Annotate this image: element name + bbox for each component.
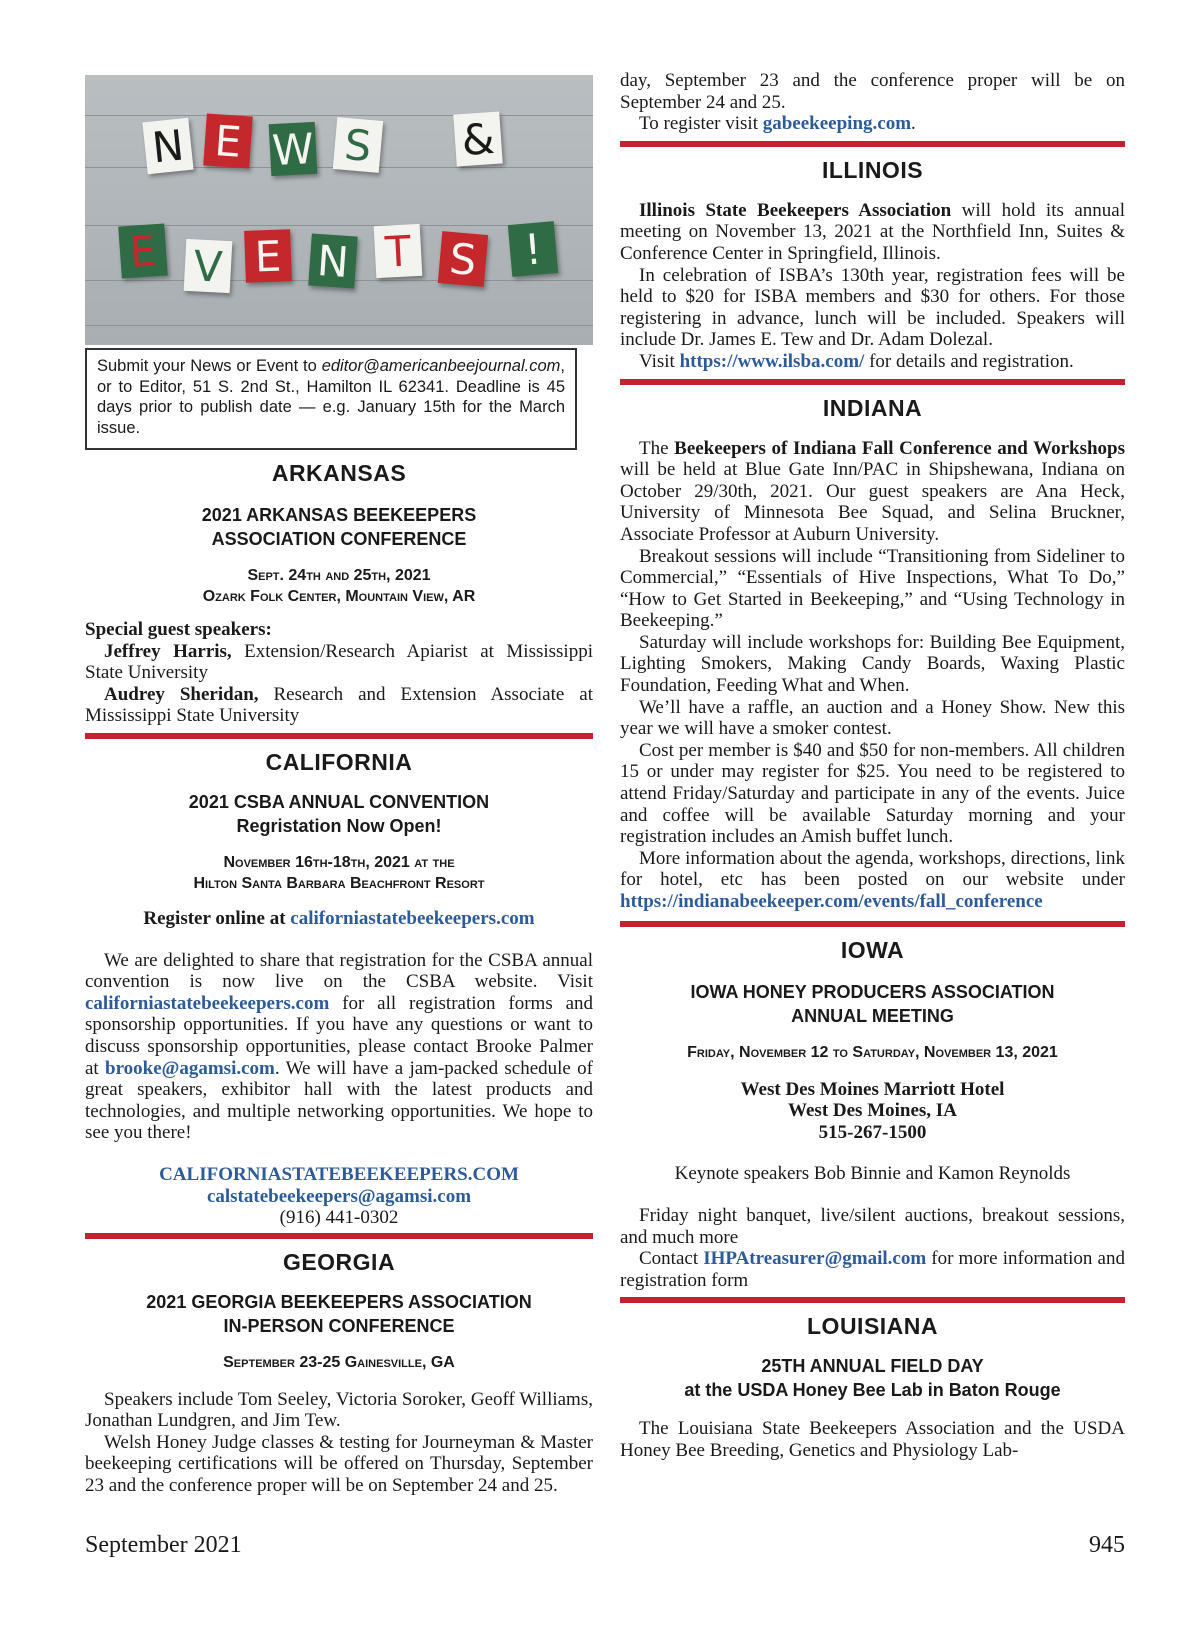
iowa-keynote: Keynote speakers Bob Binnie and Kamon Reynolds [674, 1163, 1071, 1185]
org-name: Illinois State Beekeepers Association [639, 199, 952, 221]
speaker-name: Jeffrey Harris, [104, 640, 232, 662]
event-title: IOWA HONEY PRODUCERS ASSOCIATION [690, 981, 1055, 1002]
event-location: Ozark Folk Center, Mountain View, AR [202, 588, 476, 605]
iowa-events: Friday night banquet, live/silent auctions, breakout sessions, and much more [620, 1204, 1125, 1248]
indiana-breakouts: Breakout sessions will include “Transitioning from Sideliner to Commercial,” “Essentials of Hive Inspections, What To Do,” “How to Get Started in Beekeeping,” and “Using Technology in Beekeeping.” [620, 545, 1125, 632]
page-number: 945 [1089, 1532, 1125, 1558]
banner-tile: N [142, 118, 193, 175]
notice-email: editor@americanbeejournal.com [321, 357, 561, 375]
event-title: IN-PERSON CONFERENCE [223, 1315, 455, 1336]
speakers-heading: Special guest speakers: [85, 619, 272, 640]
banner-tile: E [203, 113, 253, 168]
banner-tile: E [244, 229, 292, 283]
left-column [85, 460, 593, 1497]
footer-date: September 2021 [85, 1532, 242, 1558]
event-title: 2021 CSBA ANNUAL CONVENTION [188, 791, 490, 812]
phone-number: (916) 441-0302 [279, 1207, 399, 1229]
louisiana-body: The Louisiana State Beekeepers Association and the USDA Honey Bee Breeding, Genetics and Physiology Lab- [620, 1418, 1125, 1461]
speaker-desc: Extension/Research Apiarist at Mississippi State University [85, 640, 593, 684]
event-date: September 23-25 Gainesville, GA [223, 1353, 455, 1371]
ilsba-link[interactable]: https://www.ilsba.com/ [679, 350, 865, 372]
banner-tile: V [184, 239, 233, 293]
banner-tile: E [118, 223, 168, 278]
state-heading-illinois: ILLINOIS [821, 156, 924, 183]
venue-city: West Des Moines, IA [788, 1100, 957, 1122]
event-title: ASSOCIATION CONFERENCE [211, 529, 467, 549]
state-heading-california: CALIFORNIA [265, 748, 413, 775]
right-column: day, September 23 and the conference proper will be on September 24 and 25. To register visit gabeekeeping.com. ILLINOIS Illinois State Beekeepers Association will hold its annual meeting on November 13, 2021 at the Northfield Inn, Suites & Conference Center in Springfield, Illinois. In celebration of ISBA’s 130th year, registration fees will be held to $20 for ISBA members and $30 for others. For those registering in advance, lunch will be included. Speakers will include Dr. James E. Tew and Dr. Adam Dolezal. Visit https://www.ilsba.com/ for details and registration. INDIANA The Beekeepers of Indiana Fall Conference and Workshops will be held at Blue Gate Inn/PAC in Shipshewana, Indiana on October 29/30th, 2021. Our guest speakers are Ana Heck, University of Minnesota Bee Squad, and Selina Bruckner, Associate Professor at Auburn University. Breakout sessions will include “Transitioning from Sideliner to Commercial,” “Essentials of Hive Inspections, What To Do,” “How to Get Started in Beekeeping,” and “Using Technology in Beekeeping.” Saturday will include workshops for: Building Bee Equipment, Lighting Smokers, Making Candy Boards, Waxing Plastic Foundation, Feeding What and When. We’ll have a raffle, an auction and a Honey Show. New this year we will have a smoker contest. Cost per member is $40 and $50 for non-members. All children 15 or under may register for $25. You need to be registered to attend Friday/Saturday and participate in any of the events. Juice and coffee will be available Saturday morning and your registration includes an Amish buffet lunch. More information about the agenda, workshops, directions, link for hotel, etc has been posted on our website under https://indianabeekeeper.com/events/fall_conference IOWA IOWA HONEY PRODUCERS ASSOCIATION ANNUAL MEETING Friday, November 12 to Saturday, November 13, 2021 West Des Moines Marriott Hotel West Des Moines, IA 515-267-1500 Keynote speakers Bob Binnie and Kamon Reynolds Friday night banquet, live/silent auctions, breakout sessions, and much more Contact IHPAtreasurer@gmail.com for more information and registration form LOUISIANA 25TH ANNUAL FIELD DAY at the USDA Honey Bee Lab in Baton Rouge The Louisiana State Beekeepers Association and the USDA Honey Bee Breeding, Genetics and Physiology Lab- [620, 70, 1125, 1461]
email-link[interactable]: brooke@agamsi.com [105, 1057, 275, 1079]
georgia-continued: day, September 23 and the conference proper will be on September 24 and 25. [620, 70, 1125, 113]
event-date: November 16th-18th, 2021 at the [223, 853, 455, 871]
banner-tile: N [308, 233, 358, 288]
iowa-email-link[interactable]: IHPAtreasurer@gmail.com [703, 1248, 927, 1270]
state-heading-indiana: INDIANA [822, 394, 923, 421]
speaker-name: Audrey Sheridan, [104, 683, 259, 705]
event-location: Hilton Santa Barbara Beachfront Resort [193, 874, 485, 892]
indiana-cost: Cost per member is $40 and $50 for non-members. All children 15 or under may register for $25. You need to be registered to attend Friday/Saturday and participate in any of the events. Juice and coffee will be available Saturday morning and your registration includes an Amish buffet lunch. [620, 739, 1125, 848]
indiana-link[interactable]: https://indianabeekeeper.com/events/fall_conference [620, 891, 1043, 912]
georgia-classes: Welsh Honey Judge classes & testing for Journeyman & Master beekeeping certifications will be offered on Thursday, September 23 and the conference proper will be on September 24 and 25. [85, 1431, 593, 1497]
event-title: ANNUAL MEETING [791, 1005, 954, 1026]
register-label: To register visit [639, 113, 763, 135]
register-link[interactable]: californiastatebeekeepers.com [290, 907, 535, 929]
state-heading-georgia: GEORGIA [282, 1248, 396, 1275]
venue-phone: 515-267-1500 [818, 1121, 927, 1143]
banner-tile: S [438, 231, 488, 287]
speaker-desc: Research and Extension Associate at Mississippi State University [85, 683, 593, 727]
email-link[interactable]: calstatebeekeepers@agamsi.com [206, 1185, 472, 1207]
event-date: Friday, November 12 to Saturday, November 13, 2021 [687, 1043, 1058, 1061]
notice-text: Submit your News or Event to [97, 357, 322, 375]
banner-tile: & [453, 111, 503, 166]
banner-tile: W [269, 122, 318, 176]
banner-tile: T [374, 224, 423, 278]
state-heading-louisiana: LOUISIANA [807, 1313, 938, 1340]
illinois-fees: In celebration of ISBA’s 130th year, registration fees will be held to $20 for ISBA members and $30 for others. For those registering in advance, lunch will be included. Speakers will include Dr. James E. Tew and Dr. Adam Dolezal. [620, 264, 1125, 351]
notice-text: , or to Editor, 51 S. 2nd St., Hamilton IL 62341. Deadline is 45 days prior to publish date — e.g. January 15th for the March issue. [97, 357, 565, 437]
state-heading-iowa: IOWA [840, 936, 905, 963]
venue-name: West Des Moines Marriott Hotel [740, 1078, 1005, 1100]
georgia-speakers: Speakers include Tom Seeley, Victoria Soroker, Geoff Williams, Jonathan Lundgren, and Jim Tew. [85, 1388, 593, 1432]
submission-notice [85, 348, 577, 450]
banner-tile: ! [508, 221, 558, 277]
event-title: 2021 ARKANSAS BEEKEEPERS [201, 505, 477, 525]
california-body: We are delighted to share that registration for the CSBA annual convention is now live on the CSBA website. Visit californiastatebeekeepers.com for all registration forms and sponsorship opportunities. If you have any questions or want to discuss sponsorship opportunities, please contact Brooke Palmer at brooke@agamsi.com. We will have a jam-packed schedule of great speakers, exhibitor hall with the latest products and technologies, and multiple networking opportunities. We hope to see you there! [85, 949, 593, 1144]
indiana-raffle: We’ll have a raffle, an auction and a Honey Show. New this year we will have a smoker contest. [620, 696, 1125, 740]
website-link[interactable]: CALIFORNIASTATEBEEKEEPERS.COM [159, 1163, 519, 1185]
event-subtitle: Regristation Now Open! [236, 815, 442, 836]
csba-link[interactable]: californiastatebeekeepers.com [85, 992, 330, 1014]
event-date: Sept. 24th and 25th, 2021 [247, 567, 431, 584]
event-title: 2021 GEORGIA BEEKEEPERS ASSOCIATION [146, 1291, 532, 1312]
news-events-banner [85, 75, 593, 345]
event-subtitle: at the USDA Honey Bee Lab in Baton Rouge [684, 1380, 1061, 1401]
register-label: Register online at [143, 907, 291, 929]
state-heading-arkansas: ARKANSAS [271, 460, 407, 486]
conference-name: Beekeepers of Indiana Fall Conference and Workshops [674, 437, 1125, 459]
banner-tile: S [333, 117, 383, 173]
event-title: 25TH ANNUAL FIELD DAY [761, 1356, 984, 1377]
indiana-workshops: Saturday will include workshops for: Building Bee Equipment, Lighting Smokers, Making Candy Boards, Waxing Plastic Foundation, Feeding What and When. [620, 631, 1125, 697]
gabeekeeping-link[interactable]: gabeekeeping.com [762, 113, 912, 135]
